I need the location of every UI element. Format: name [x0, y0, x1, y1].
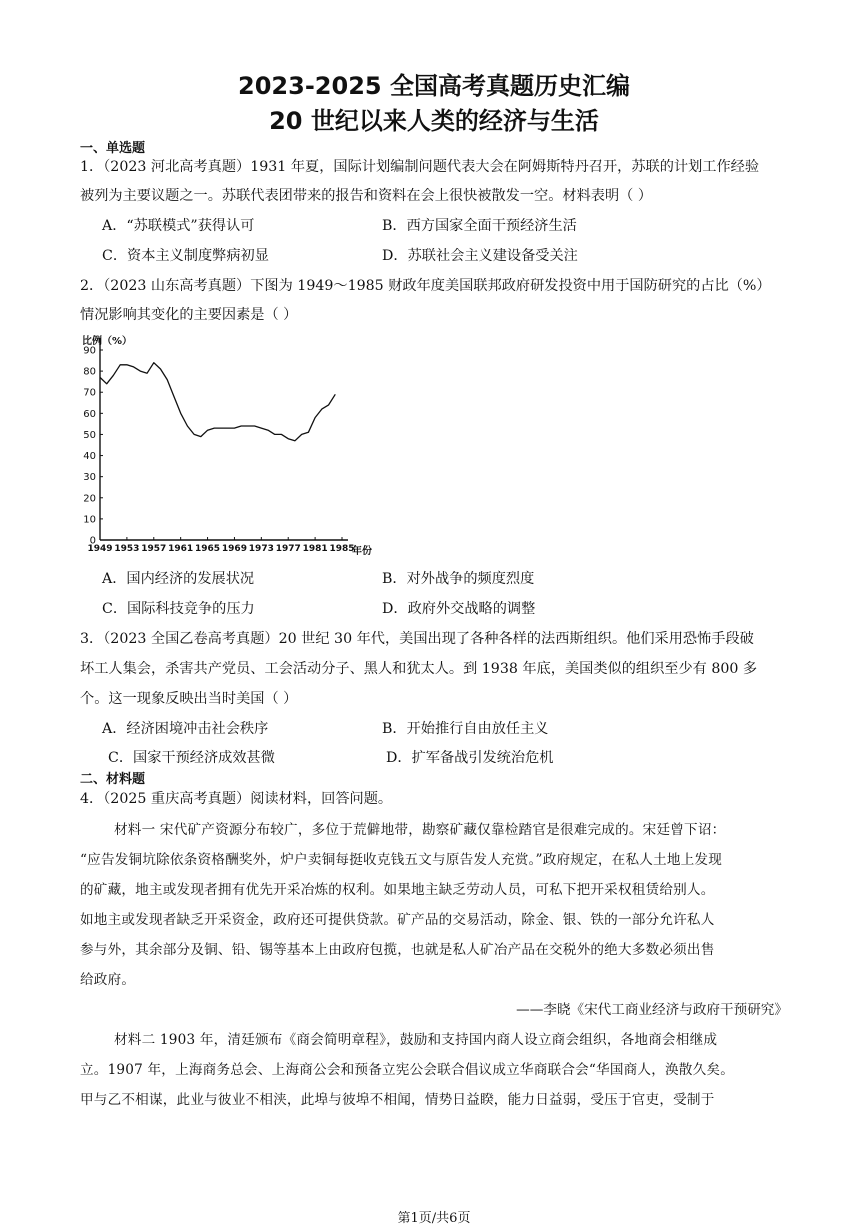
chart-y-tick-label: 30	[83, 472, 96, 484]
q4-material1-line: 如地主或发现者缺乏开采资金，政府还可提供贷款。矿产品的交易活动，除金、银、铁的一部分允许私人	[80, 912, 715, 928]
section-heading-material: 二、材料题	[80, 772, 146, 787]
q1-option-a: A．“苏联模式”获得认可	[102, 218, 255, 234]
chart-x-tick-label: 1953	[114, 544, 140, 554]
q2-stem-line-1: 2．（2023 山东高考真题）下图为 1949～1985 财政年度美国联邦政府研发投资中用于国防研究的占比（%）	[80, 278, 771, 294]
q3-option-a: A．经济困境冲击社会秩序	[102, 721, 269, 737]
q4-material1-line: 的矿藏，地主或发现者拥有优先开采冶炼的权利。如果地主缺乏劳动人员，可私下把开采权租赁给别人。	[80, 882, 715, 898]
q3-option-c: C．国家干预经济成效甚微	[108, 750, 275, 766]
q1-stem-line-2: 被列为主要议题之一。苏联代表团带来的报告和资料在会上很快被散发一空。材料表明（ ）	[80, 188, 653, 204]
chart-xlabel: 年份	[352, 546, 372, 557]
q3-option-b: B．开始推行自由放任主义	[382, 721, 549, 737]
chart-x-tick-label: 1985	[329, 544, 355, 554]
q4-material1-line: 参与外，其余部分及铜、铅、锡等基本上由政府包揽，也就是私人矿冶产品在交税外的绝大多数必须出售	[80, 942, 715, 958]
chart-y-tick-label: 50	[83, 429, 96, 441]
chart-ylabel: 比例（%）	[82, 336, 133, 347]
q1-stem-line-1: 1．（2023 河北高考真题）1931 年夏，国际计划编制问题代表大会在阿姆斯特丹召开，苏联的计划工作经验	[80, 159, 760, 175]
q4-material1-line: 给政府。	[80, 972, 136, 988]
title-line-2: 20 世纪以来人类的经济与生活	[269, 107, 599, 135]
chart-y-tick-label: 40	[83, 451, 96, 463]
q2-stem-line-2: 情况影响其变化的主要因素是（ ）	[80, 307, 298, 323]
q4-material1-citation: ——李晓《宋代工商业经济与政府干预研究》	[516, 1002, 788, 1018]
q4-material1-line: 材料一 宋代矿产资源分布较广，多位于荒僻地带，勘察矿藏仅靠检踏官是很难完成的。宋廷曾下诏：	[114, 822, 726, 838]
q2-option-d: D．政府外交战略的调整	[382, 601, 536, 617]
chart-x-tick-label: 1977	[275, 544, 301, 554]
q2-option-b: B．对外战争的频度烈度	[382, 571, 535, 587]
page-footer: 第1页/共6页	[397, 1211, 471, 1226]
chart-y-tick-label: 20	[83, 493, 96, 505]
chart-y-tick-label: 70	[83, 387, 96, 399]
defense-research-share-chart	[80, 328, 380, 560]
q1-option-b: B．西方国家全面干预经济生活	[382, 218, 577, 234]
q2-option-c: C．国际科技竞争的压力	[102, 601, 255, 617]
chart-y-tick-label: 90	[83, 345, 96, 357]
chart-y-tick-label: 10	[83, 514, 96, 526]
chart-x-tick-label: 1961	[168, 544, 194, 554]
q4-material2-line: 甲与乙不相谋，此业与彼业不相浃，此埠与彼埠不相闻，情势日益睽，能力日益弱，受压于官吏，受制于	[80, 1092, 715, 1108]
q2-option-a: A．国内经济的发展状况	[102, 571, 255, 587]
q4-stem: 4．（2025 重庆高考真题）阅读材料，回答问题。	[80, 791, 393, 807]
chart-x-tick-label: 1973	[248, 544, 274, 554]
chart-y-tick-label: 60	[83, 408, 96, 420]
q4-material2-line: 材料二 1903 年，清廷颁布《商会简明章程》，鼓励和支持国内商人设立商会组织，各地商会相继成	[114, 1032, 718, 1048]
q1-option-c: C．资本主义制度弊病初显	[102, 248, 269, 264]
q3-stem-line-2: 坏工人集会，杀害共产党员、工会活动分子、黑人和犹太人。到 1938 年底，美国类似的组织至少有 800 多	[80, 661, 758, 677]
q3-stem-line-1: 3．（2023 全国乙卷高考真题）20 世纪 30 年代，美国出现了各种各样的法西斯组织。他们采用恐怖手段破	[80, 631, 754, 647]
section-heading-single-choice: 一、单选题	[80, 141, 146, 156]
chart-y-tick-label: 0	[89, 535, 96, 547]
q3-option-d: D．扩军备战引发统治危机	[386, 750, 554, 766]
chart-x-tick-label: 1981	[302, 544, 328, 554]
chart-x-tick-label: 1965	[195, 544, 221, 554]
chart-x-tick-label: 1949	[87, 544, 113, 554]
chart-x-tick-label: 1957	[141, 544, 167, 554]
chart-y-tick-label: 80	[83, 366, 96, 378]
q1-option-d: D．苏联社会主义建设备受关注	[382, 248, 578, 264]
q3-stem-line-3: 个。这一现象反映出当时美国（ ）	[80, 691, 298, 707]
chart-series-line	[100, 363, 335, 441]
chart-x-tick-label: 1969	[221, 544, 247, 554]
title-line-1: 2023-2025 全国高考真题历史汇编	[238, 72, 630, 100]
q4-material2-line: 立。1907 年，上海商务总会、上海商公会和预备立宪公会联合倡议成立华商联合会“华国商人，涣散久矣。	[80, 1062, 734, 1078]
q4-material1-line: “应告发铜坑除依条资格酬奖外，炉户卖铜每挺收克钱五文与原告发人充赏。”政府规定，在私人土地上发现	[80, 852, 723, 868]
